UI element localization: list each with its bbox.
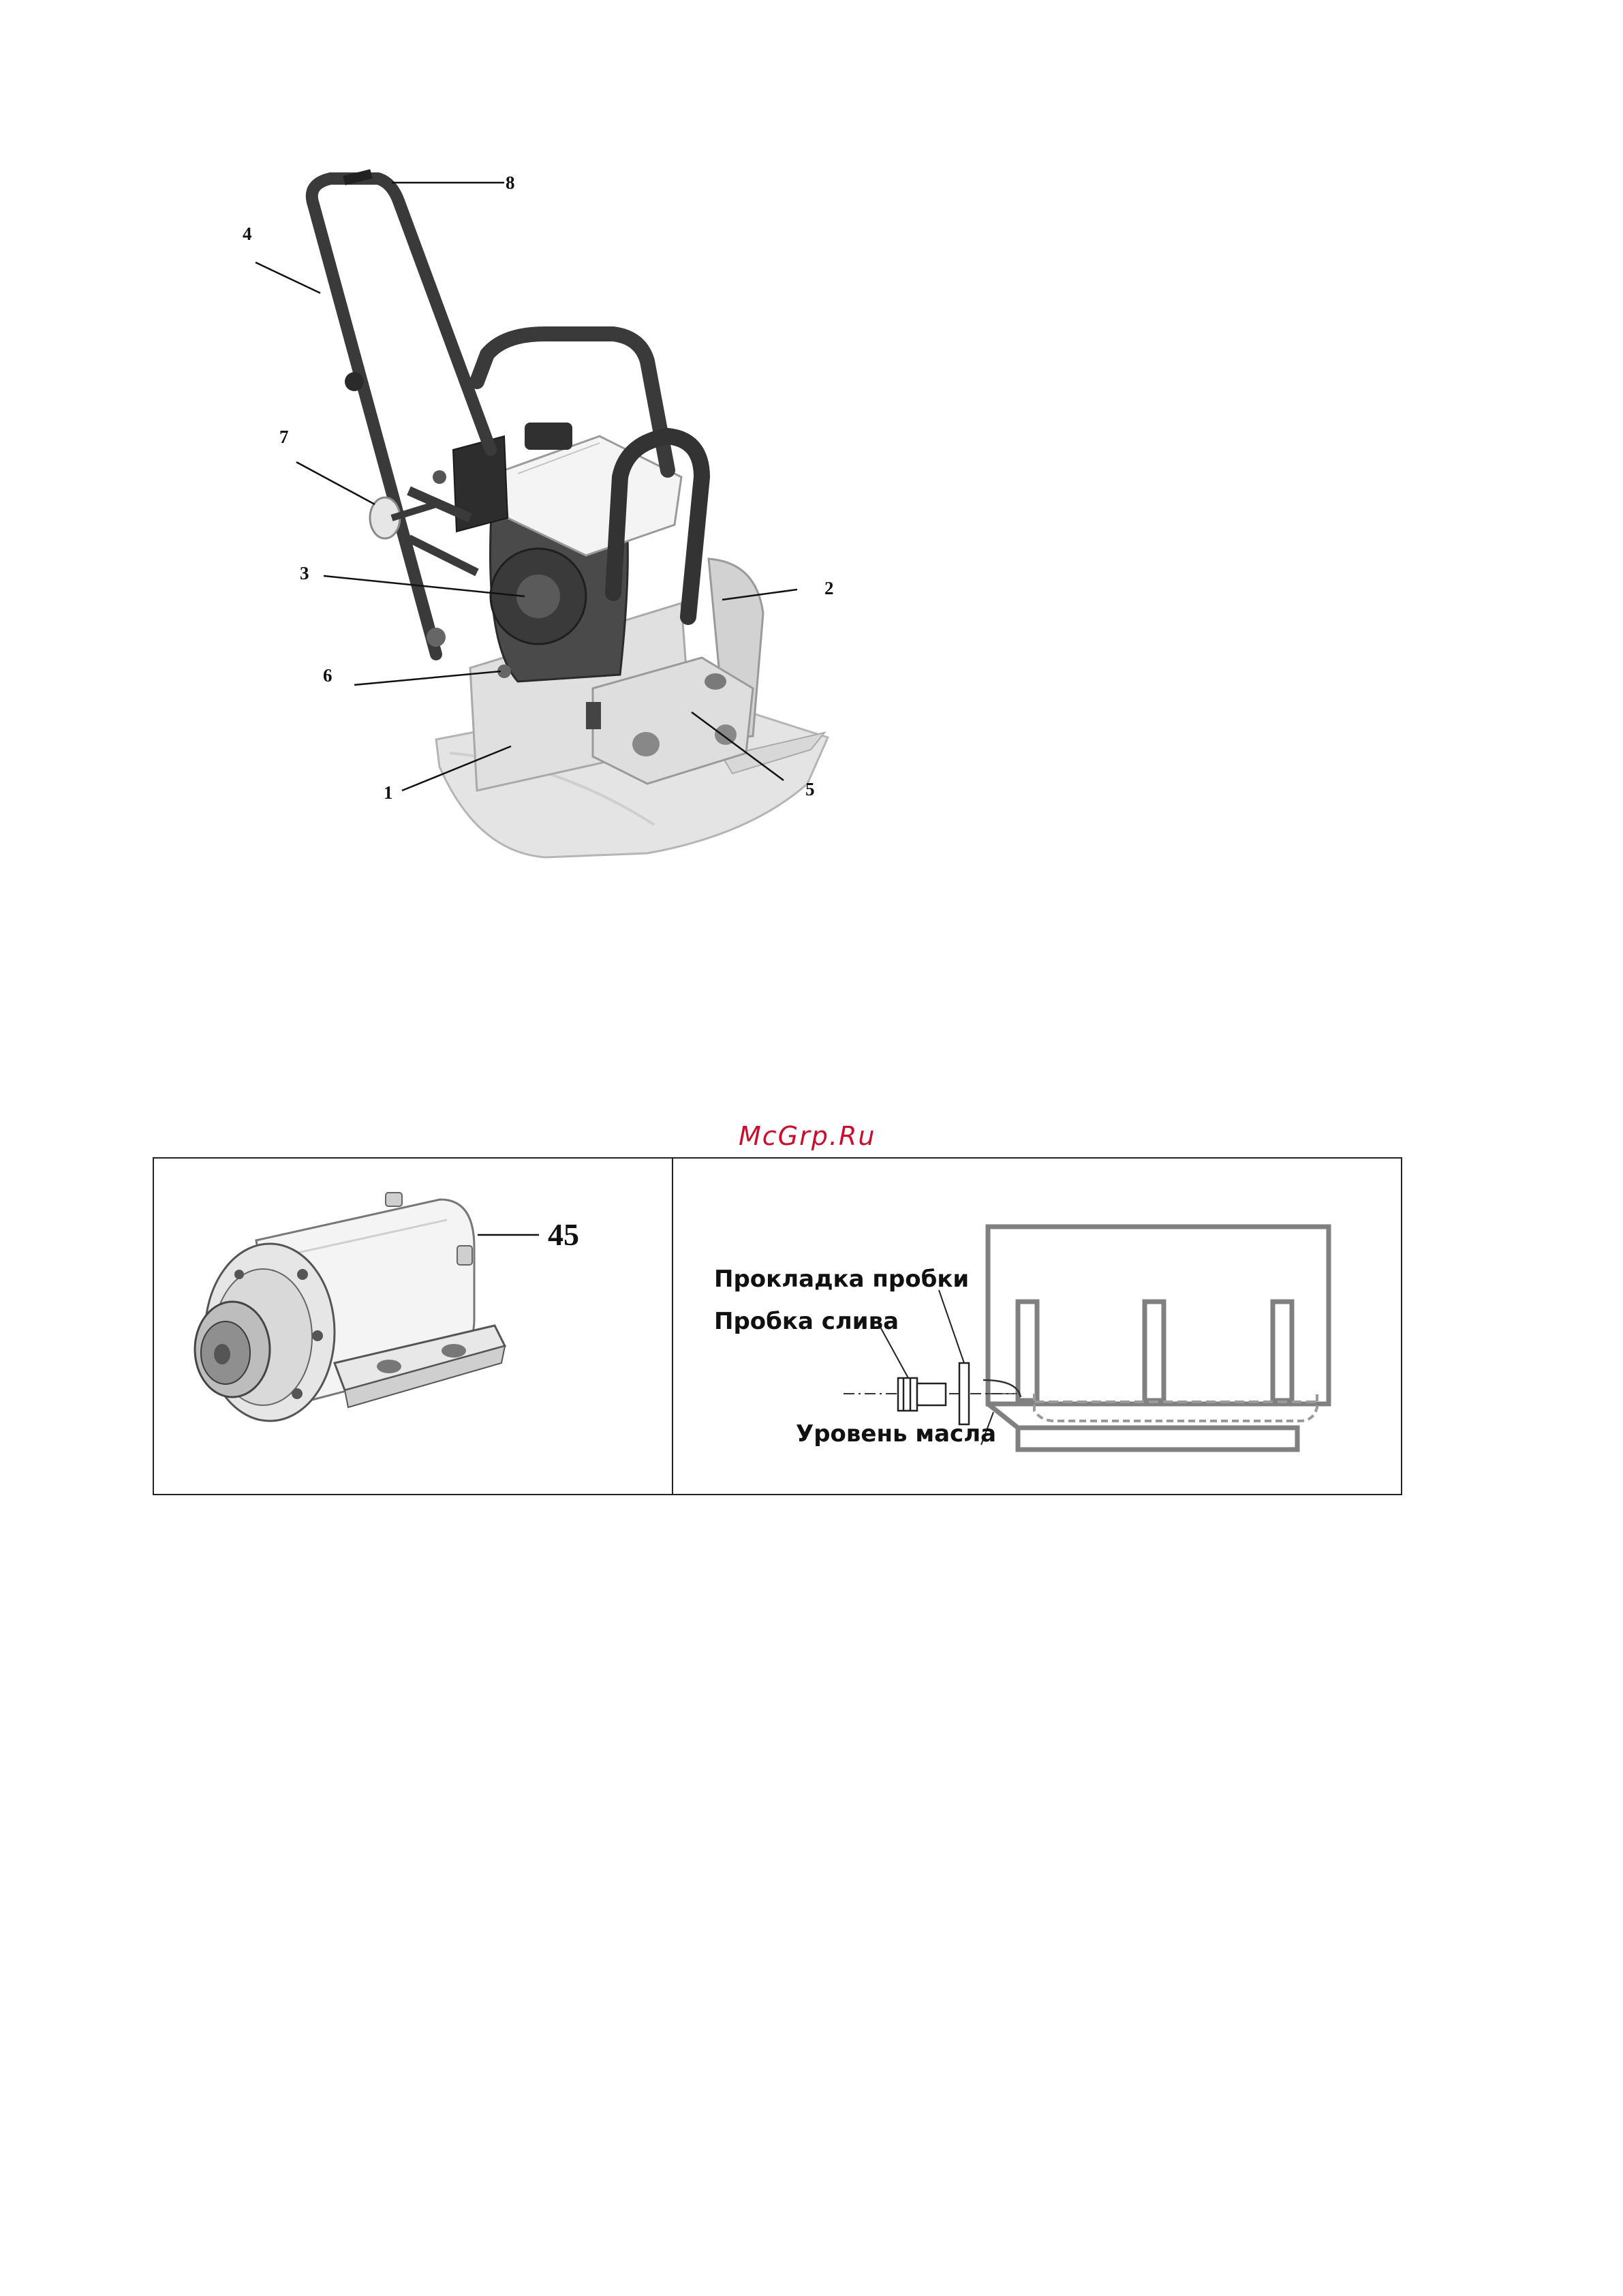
gasket-label: Прокладка пробки bbox=[714, 1266, 970, 1293]
rib-center bbox=[1145, 1302, 1164, 1400]
drain-plug-label: Пробка слива bbox=[714, 1308, 899, 1335]
rib-left bbox=[1018, 1302, 1037, 1400]
base-plate bbox=[1018, 1428, 1297, 1450]
motor-drawing bbox=[154, 1159, 672, 1494]
callout-6: 6 bbox=[323, 665, 333, 686]
callout-7: 7 bbox=[279, 427, 289, 447]
callout-3: 3 bbox=[300, 563, 309, 583]
motor-part-number: 45 bbox=[548, 1217, 579, 1252]
gasket-icon bbox=[959, 1363, 969, 1424]
plate-compactor-figure bbox=[0, 0, 954, 886]
callout-2: 2 bbox=[824, 578, 834, 598]
watermark: McGrp.Ru bbox=[739, 1121, 876, 1151]
oil-drain-cell bbox=[673, 1159, 1401, 1494]
callout-4: 4 bbox=[243, 224, 252, 244]
oil-drain-diagram bbox=[673, 1159, 1401, 1494]
callout-8: 8 bbox=[506, 172, 515, 193]
callout-5: 5 bbox=[805, 779, 815, 799]
figure-table bbox=[153, 1157, 1402, 1495]
motor-cell bbox=[154, 1159, 673, 1494]
oil-level-label: Уровень масла bbox=[796, 1420, 997, 1448]
drain-plug-icon bbox=[898, 1378, 946, 1411]
callout-1: 1 bbox=[384, 782, 393, 803]
rib-right bbox=[1273, 1302, 1292, 1400]
gasket-leader bbox=[939, 1290, 964, 1363]
